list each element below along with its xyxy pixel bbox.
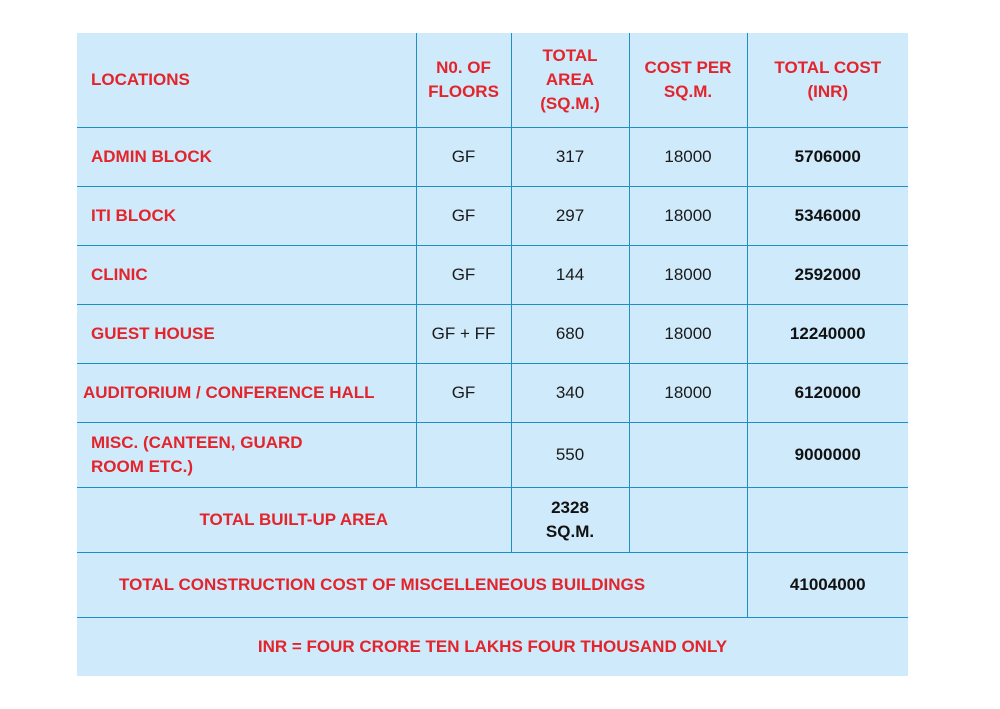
header-cost-per-line1: COST PER [644, 57, 732, 77]
total-construction-value: 41004000 [747, 552, 908, 617]
table-row [77, 304, 908, 363]
header-area-line1: TOTAL [542, 45, 598, 65]
row-location: ADMIN BLOCK [77, 127, 416, 186]
header-area [511, 33, 629, 127]
row-cost-per: 18000 [629, 127, 747, 186]
row-cost-per: 18000 [629, 304, 747, 363]
header-area-line2: AREA [545, 69, 595, 89]
built-up-empty-cell [747, 487, 908, 552]
row-floors: GF [416, 127, 511, 186]
row-total: 5346000 [747, 186, 908, 245]
header-floors [416, 33, 511, 127]
total-construction-row [77, 552, 908, 617]
amount-in-words-row [77, 617, 908, 676]
row-location: ITI BLOCK [77, 186, 416, 245]
row-floors: GF [416, 245, 511, 304]
row-area: 144 [511, 245, 629, 304]
row-cost-per: 18000 [629, 186, 747, 245]
built-up-row [77, 487, 908, 552]
row-area: 340 [511, 363, 629, 422]
header-total-cost-line2: (INR) [807, 81, 849, 101]
cost-table [77, 33, 908, 676]
row-floors [416, 422, 511, 487]
table-row [77, 127, 908, 186]
row-floors: GF [416, 186, 511, 245]
cost-estimate-sheet [77, 33, 908, 676]
row-location: CLINIC [77, 245, 416, 304]
table-row [77, 245, 908, 304]
table-row [77, 186, 908, 245]
row-floors: GF [416, 363, 511, 422]
row-location: AUDITORIUM / CONFERENCE HALL [77, 363, 416, 422]
total-construction-label: TOTAL CONSTRUCTION COST OF MISCELLENEOUS BUILDINGS [77, 552, 747, 617]
table-row [77, 363, 908, 422]
row-area: 317 [511, 127, 629, 186]
row-location-line1: MISC. (CANTEEN, GUARD [91, 432, 303, 452]
header-cost-per-line2: SQ.M. [663, 81, 713, 101]
row-area: 680 [511, 304, 629, 363]
table-row [77, 422, 908, 487]
row-total: 12240000 [747, 304, 908, 363]
built-up-value-line1: 2328 [551, 497, 589, 517]
header-cost-per [629, 33, 747, 127]
header-row [77, 33, 908, 127]
header-area-line3: (SQ.M.) [540, 93, 600, 113]
amount-in-words: INR = FOUR CRORE TEN LAKHS FOUR THOUSAND ONLY [77, 617, 908, 676]
header-locations: LOCATIONS [77, 33, 416, 127]
row-area: 550 [511, 422, 629, 487]
built-up-value [511, 487, 629, 552]
header-total-cost [747, 33, 908, 127]
row-total: 5706000 [747, 127, 908, 186]
row-total: 9000000 [747, 422, 908, 487]
row-total: 6120000 [747, 363, 908, 422]
row-cost-per [629, 422, 747, 487]
row-cost-per: 18000 [629, 245, 747, 304]
built-up-label: TOTAL BUILT-UP AREA [77, 487, 511, 552]
header-floors-line2: FLOORS [428, 81, 499, 101]
row-location: GUEST HOUSE [77, 304, 416, 363]
built-up-value-line2: SQ.M. [545, 521, 595, 541]
row-area: 297 [511, 186, 629, 245]
row-floors: GF + FF [416, 304, 511, 363]
built-up-empty-cell [629, 487, 747, 552]
header-total-cost-line1: TOTAL COST [774, 57, 882, 77]
row-total: 2592000 [747, 245, 908, 304]
header-floors-line1: N0. OF [436, 57, 491, 77]
row-location [77, 422, 416, 487]
row-location-line2: ROOM ETC.) [91, 456, 193, 476]
row-cost-per: 18000 [629, 363, 747, 422]
